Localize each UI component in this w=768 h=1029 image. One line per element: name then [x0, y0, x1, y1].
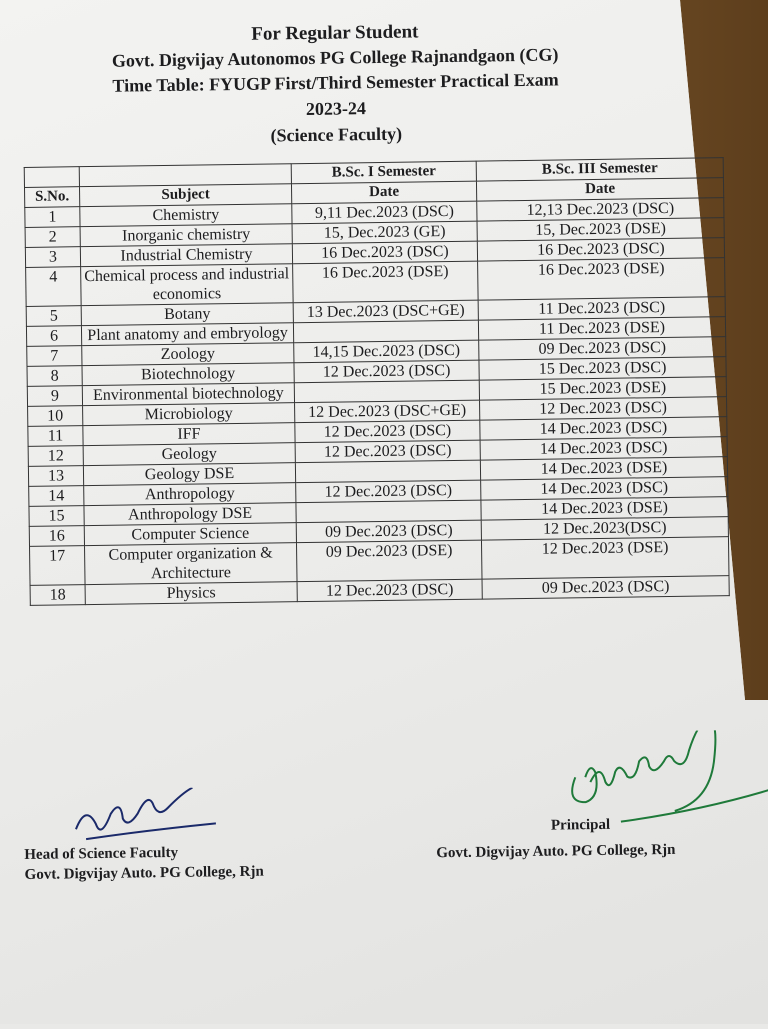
principal-college: Govt. Digvijay Auto. PG College, Rjn — [436, 841, 676, 862]
sem3-date-cell: 14 Dec.2023 (DSC) — [480, 417, 727, 440]
header-sem3: B.Sc. III Semester — [476, 158, 723, 181]
subject-cell: Computer Science — [84, 523, 296, 546]
sem1-date-cell — [296, 500, 481, 523]
sem1-date-cell: 16 Dec.2023 (DSE) — [293, 261, 479, 303]
subject-cell: Zoology — [82, 343, 294, 366]
serial-number-cell: 9 — [27, 386, 82, 407]
sem1-date-cell: 12 Dec.2023 (DSC) — [295, 440, 480, 463]
header-subject: Subject — [79, 184, 291, 207]
subject-cell: Anthropology — [84, 483, 296, 506]
subject-cell: Microbiology — [83, 403, 295, 426]
principal-designation: Principal — [550, 816, 611, 834]
sem1-date-cell: 12 Dec.2023 (DSC+GE) — [295, 400, 480, 423]
subject-cell: Anthropology DSE — [84, 503, 296, 526]
head-designation: Head of Science Faculty — [24, 844, 179, 864]
subject-cell: Chemical process and industrial economics — [81, 264, 294, 306]
subject-cell: Industrial Chemistry — [80, 244, 292, 267]
sem1-date-cell: 14,15 Dec.2023 (DSC) — [294, 340, 479, 363]
sem1-date-cell: 12 Dec.2023 (DSC) — [296, 480, 481, 503]
sem1-date-cell: 9,11 Dec.2023 (DSC) — [292, 201, 477, 224]
sem3-date-cell: 14 Dec.2023 (DSC) — [481, 477, 728, 500]
sem1-date-cell: 12 Dec.2023 (DSC) — [295, 420, 480, 443]
sem3-date-cell: 12 Dec.2023 (DSC) — [480, 397, 727, 420]
sem1-date-cell: 12 Dec.2023 (DSC) — [297, 579, 482, 602]
sem3-date-cell: 16 Dec.2023 (DSC) — [477, 238, 724, 261]
head-college: Govt. Digvijay Auto. PG College, Rjn — [24, 863, 264, 884]
subject-cell: Physics — [85, 582, 297, 605]
sem3-date-cell: 14 Dec.2023 (DSE) — [481, 497, 728, 520]
subject-cell: Plant anatomy and embryology — [81, 323, 293, 346]
serial-number-cell: 8 — [27, 366, 82, 387]
sem3-date-cell: 11 Dec.2023 (DSC) — [478, 297, 725, 320]
sem1-date-cell: 12 Dec.2023 (DSC) — [294, 360, 479, 383]
serial-number-cell: 18 — [30, 585, 85, 606]
subject-cell: Environmental biotechnology — [82, 383, 294, 406]
sem3-date-cell: 09 Dec.2023 (DSC) — [482, 576, 729, 599]
sem3-date-cell: 11 Dec.2023 (DSE) — [478, 317, 725, 340]
sem1-date-cell — [293, 320, 478, 343]
sem3-date-cell: 12 Dec.2023(DSC) — [481, 517, 728, 540]
serial-number-cell: 13 — [28, 466, 83, 487]
serial-number-cell: 11 — [28, 426, 83, 447]
serial-number-cell: 3 — [25, 247, 80, 268]
serial-number-cell: 5 — [26, 306, 81, 327]
sem1-date-cell: 09 Dec.2023 (DSC) — [296, 520, 481, 543]
sem3-date-cell: 15, Dec.2023 (DSE) — [477, 218, 724, 241]
subject-cell: Geology — [83, 443, 295, 466]
subject-cell: Botany — [81, 303, 293, 326]
serial-number-cell: 6 — [26, 326, 81, 347]
serial-number-cell: 16 — [29, 526, 84, 547]
serial-number-cell: 1 — [25, 207, 80, 228]
sem1-date-cell: 15, Dec.2023 (GE) — [292, 221, 477, 244]
subject-cell: Inorganic chemistry — [80, 224, 292, 247]
subject-cell: Biotechnology — [82, 363, 294, 386]
serial-number-cell: 17 — [30, 546, 86, 586]
header-blank — [24, 167, 79, 188]
serial-number-cell: 15 — [29, 506, 84, 527]
faculty-name: (Science Faculty) — [270, 123, 403, 146]
sem3-date-cell: 12 Dec.2023 (DSE) — [481, 537, 729, 579]
sem1-date-cell: 09 Dec.2023 (DSE) — [296, 540, 482, 582]
header-sno: S.No. — [24, 187, 79, 208]
serial-number-cell: 4 — [26, 267, 82, 307]
sem1-date-cell — [295, 460, 480, 483]
subject-cell: Geology DSE — [83, 463, 295, 486]
sem3-date-cell: 14 Dec.2023 (DSC) — [480, 437, 727, 460]
serial-number-cell: 10 — [28, 406, 83, 427]
serial-number-cell: 2 — [25, 227, 80, 248]
sem3-date-cell: 09 Dec.2023 (DSC) — [479, 337, 726, 360]
college-name: Govt. Digvijay Autonomos PG College Rajnandgaon (CG) — [111, 44, 559, 71]
timetable-title: Time Table: FYUGP First/Third Semester Practical Exam — [112, 69, 559, 96]
header-date-sem3: Date — [476, 178, 723, 201]
header-sem1: B.Sc. I Semester — [291, 161, 476, 184]
subject-cell: Computer organization & Architecture — [85, 543, 298, 585]
title-student-type: For Regular Student — [251, 21, 419, 45]
sem1-date-cell: 13 Dec.2023 (DSC+GE) — [293, 300, 478, 323]
sem3-date-cell: 12,13 Dec.2023 (DSC) — [477, 198, 724, 221]
serial-number-cell: 7 — [27, 346, 82, 367]
sem3-date-cell: 15 Dec.2023 (DSC) — [479, 357, 726, 380]
subject-cell: Chemistry — [80, 204, 292, 227]
subject-cell: IFF — [83, 423, 295, 446]
sem1-date-cell: 16 Dec.2023 (DSC) — [292, 241, 477, 264]
sem3-date-cell: 14 Dec.2023 (DSE) — [480, 457, 727, 480]
sem3-date-cell: 16 Dec.2023 (DSE) — [478, 258, 726, 300]
serial-number-cell: 12 — [28, 446, 83, 467]
sem1-date-cell — [294, 380, 479, 403]
sem3-date-cell: 15 Dec.2023 (DSE) — [479, 377, 726, 400]
session-year: 2023-24 — [305, 98, 367, 120]
serial-number-cell: 14 — [29, 486, 84, 507]
timetable — [24, 157, 730, 606]
head-signature — [65, 787, 226, 849]
header-date-sem1: Date — [291, 181, 476, 204]
